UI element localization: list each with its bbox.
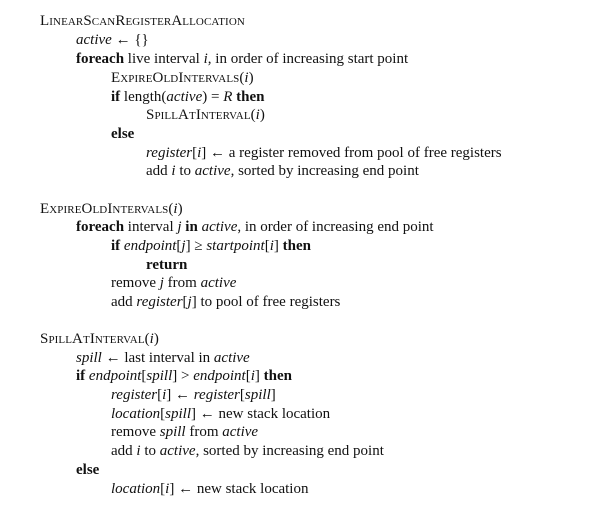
variable: spill	[146, 368, 173, 384]
text: [	[160, 406, 166, 422]
keyword: then	[236, 89, 265, 105]
text: (	[168, 201, 174, 217]
text: , in order of increasing end point	[237, 219, 434, 235]
proc2-line5	[111, 293, 340, 311]
proc1-line2	[76, 50, 408, 68]
variable: R	[223, 89, 233, 105]
variable: j	[181, 238, 186, 254]
text: remove	[111, 275, 160, 291]
variable: i	[244, 70, 249, 86]
proc3-line8	[111, 480, 308, 498]
variable: i	[203, 51, 208, 67]
text: [	[192, 145, 198, 161]
text: to	[140, 443, 160, 459]
variable: spill	[165, 406, 192, 422]
proc1-line8	[146, 162, 419, 180]
text: )	[177, 201, 183, 217]
variable: active	[222, 424, 259, 440]
text: ] ≥	[185, 238, 207, 254]
variable: j	[187, 294, 192, 310]
variable: register	[111, 387, 158, 403]
keyword: return	[146, 257, 188, 273]
text: add	[146, 163, 172, 179]
keyword: foreach	[76, 219, 125, 235]
variable: active	[194, 163, 231, 179]
proc3-line2	[76, 367, 292, 385]
text: ] >	[172, 368, 194, 384]
variable: i	[165, 481, 170, 497]
text: live interval	[124, 51, 204, 67]
text: remove	[111, 424, 160, 440]
proc3-line7	[76, 461, 99, 479]
variable: j	[159, 275, 164, 291]
text: ] ← new stack location	[191, 406, 331, 422]
proc3-line1	[76, 349, 250, 367]
text: ← last interval in	[101, 350, 214, 366]
proc3-line4	[111, 405, 330, 423]
text: [	[239, 387, 245, 403]
variable: spill	[159, 424, 186, 440]
text: ← {}	[111, 32, 149, 48]
text: )	[153, 331, 159, 347]
variable: i	[171, 163, 176, 179]
text: from	[163, 275, 201, 291]
proc3-line0	[40, 330, 159, 348]
proc2-line3	[146, 256, 187, 274]
variable: active	[76, 32, 112, 48]
variable: startpoint	[206, 238, 265, 254]
variable: active	[159, 443, 196, 459]
variable: j	[177, 219, 182, 235]
variable: i	[136, 443, 141, 459]
variable: i	[173, 201, 178, 217]
text: )	[259, 107, 265, 123]
proc3-line5	[111, 423, 258, 441]
procedure-name: SpillAtInterval	[40, 331, 145, 347]
variable: register	[136, 294, 183, 310]
procedure-name: LinearScanRegisterAllocation	[40, 13, 245, 29]
keyword: if	[76, 368, 86, 384]
text: [	[264, 238, 270, 254]
variable: i	[255, 107, 260, 123]
variable: i	[250, 368, 255, 384]
proc2-line4	[111, 274, 236, 292]
keyword: then	[282, 238, 311, 254]
proc2-line2	[111, 237, 311, 255]
keyword: if	[111, 89, 121, 105]
variable: i	[197, 145, 202, 161]
text: (	[250, 107, 256, 123]
variable: active	[201, 219, 238, 235]
variable: active	[213, 350, 250, 366]
variable: endpoint	[193, 368, 246, 384]
text: interval	[124, 219, 178, 235]
proc2-line1	[76, 218, 434, 236]
text: [	[245, 368, 251, 384]
text: length(	[120, 89, 167, 105]
variable: active	[166, 89, 203, 105]
text: , sorted by increasing end point	[230, 163, 419, 179]
variable: endpoint	[88, 368, 142, 384]
proc1-line5	[146, 106, 265, 124]
keyword: foreach	[76, 51, 125, 67]
proc3-line6	[111, 442, 384, 460]
keyword: else	[111, 126, 135, 142]
text: ] ←	[166, 387, 194, 403]
variable: i	[269, 238, 274, 254]
text: add	[111, 443, 137, 459]
variable: endpoint	[123, 238, 177, 254]
proc3-line3	[111, 386, 276, 404]
keyword: in	[185, 219, 198, 235]
proc1-line3	[111, 69, 254, 87]
text: ]	[270, 387, 276, 403]
keyword: if	[111, 238, 121, 254]
text: ) =	[202, 89, 224, 105]
proc1-line6	[111, 125, 134, 143]
text: [	[160, 481, 166, 497]
procedure-name: ExpireOldIntervals	[40, 201, 169, 217]
text: [	[182, 294, 188, 310]
variable: i	[149, 331, 154, 347]
variable: active	[200, 275, 237, 291]
keyword: then	[263, 368, 292, 384]
text: (	[239, 70, 245, 86]
text: [	[141, 368, 147, 384]
text: to	[175, 163, 195, 179]
text: ] to pool of free registers	[191, 294, 341, 310]
variable: i	[162, 387, 167, 403]
proc1-line7	[146, 144, 502, 162]
text: ] ← new stack location	[169, 481, 309, 497]
proc2-line0	[40, 200, 183, 218]
proc1-line1	[76, 31, 149, 49]
variable: spill	[76, 350, 102, 366]
text: [	[157, 387, 163, 403]
text: )	[248, 70, 254, 86]
text: (	[144, 331, 150, 347]
text: add	[111, 294, 137, 310]
variable: location	[111, 481, 161, 497]
variable: location	[111, 406, 161, 422]
keyword: else	[76, 462, 100, 478]
text: from	[185, 424, 223, 440]
text: ]	[273, 238, 283, 254]
variable: spill	[244, 387, 271, 403]
procedure-name: ExpireOldIntervals	[111, 70, 240, 86]
text: , in order of increasing start point	[207, 51, 409, 67]
text: ] ← a register removed from pool of free registers	[201, 145, 502, 161]
variable: register	[146, 145, 193, 161]
proc1-line4	[111, 88, 264, 106]
variable: register	[193, 387, 240, 403]
proc1-line0	[40, 12, 245, 30]
procedure-name: SpillAtInterval	[146, 107, 251, 123]
text: [	[176, 238, 182, 254]
text: ]	[254, 368, 264, 384]
text: , sorted by increasing end point	[195, 443, 384, 459]
